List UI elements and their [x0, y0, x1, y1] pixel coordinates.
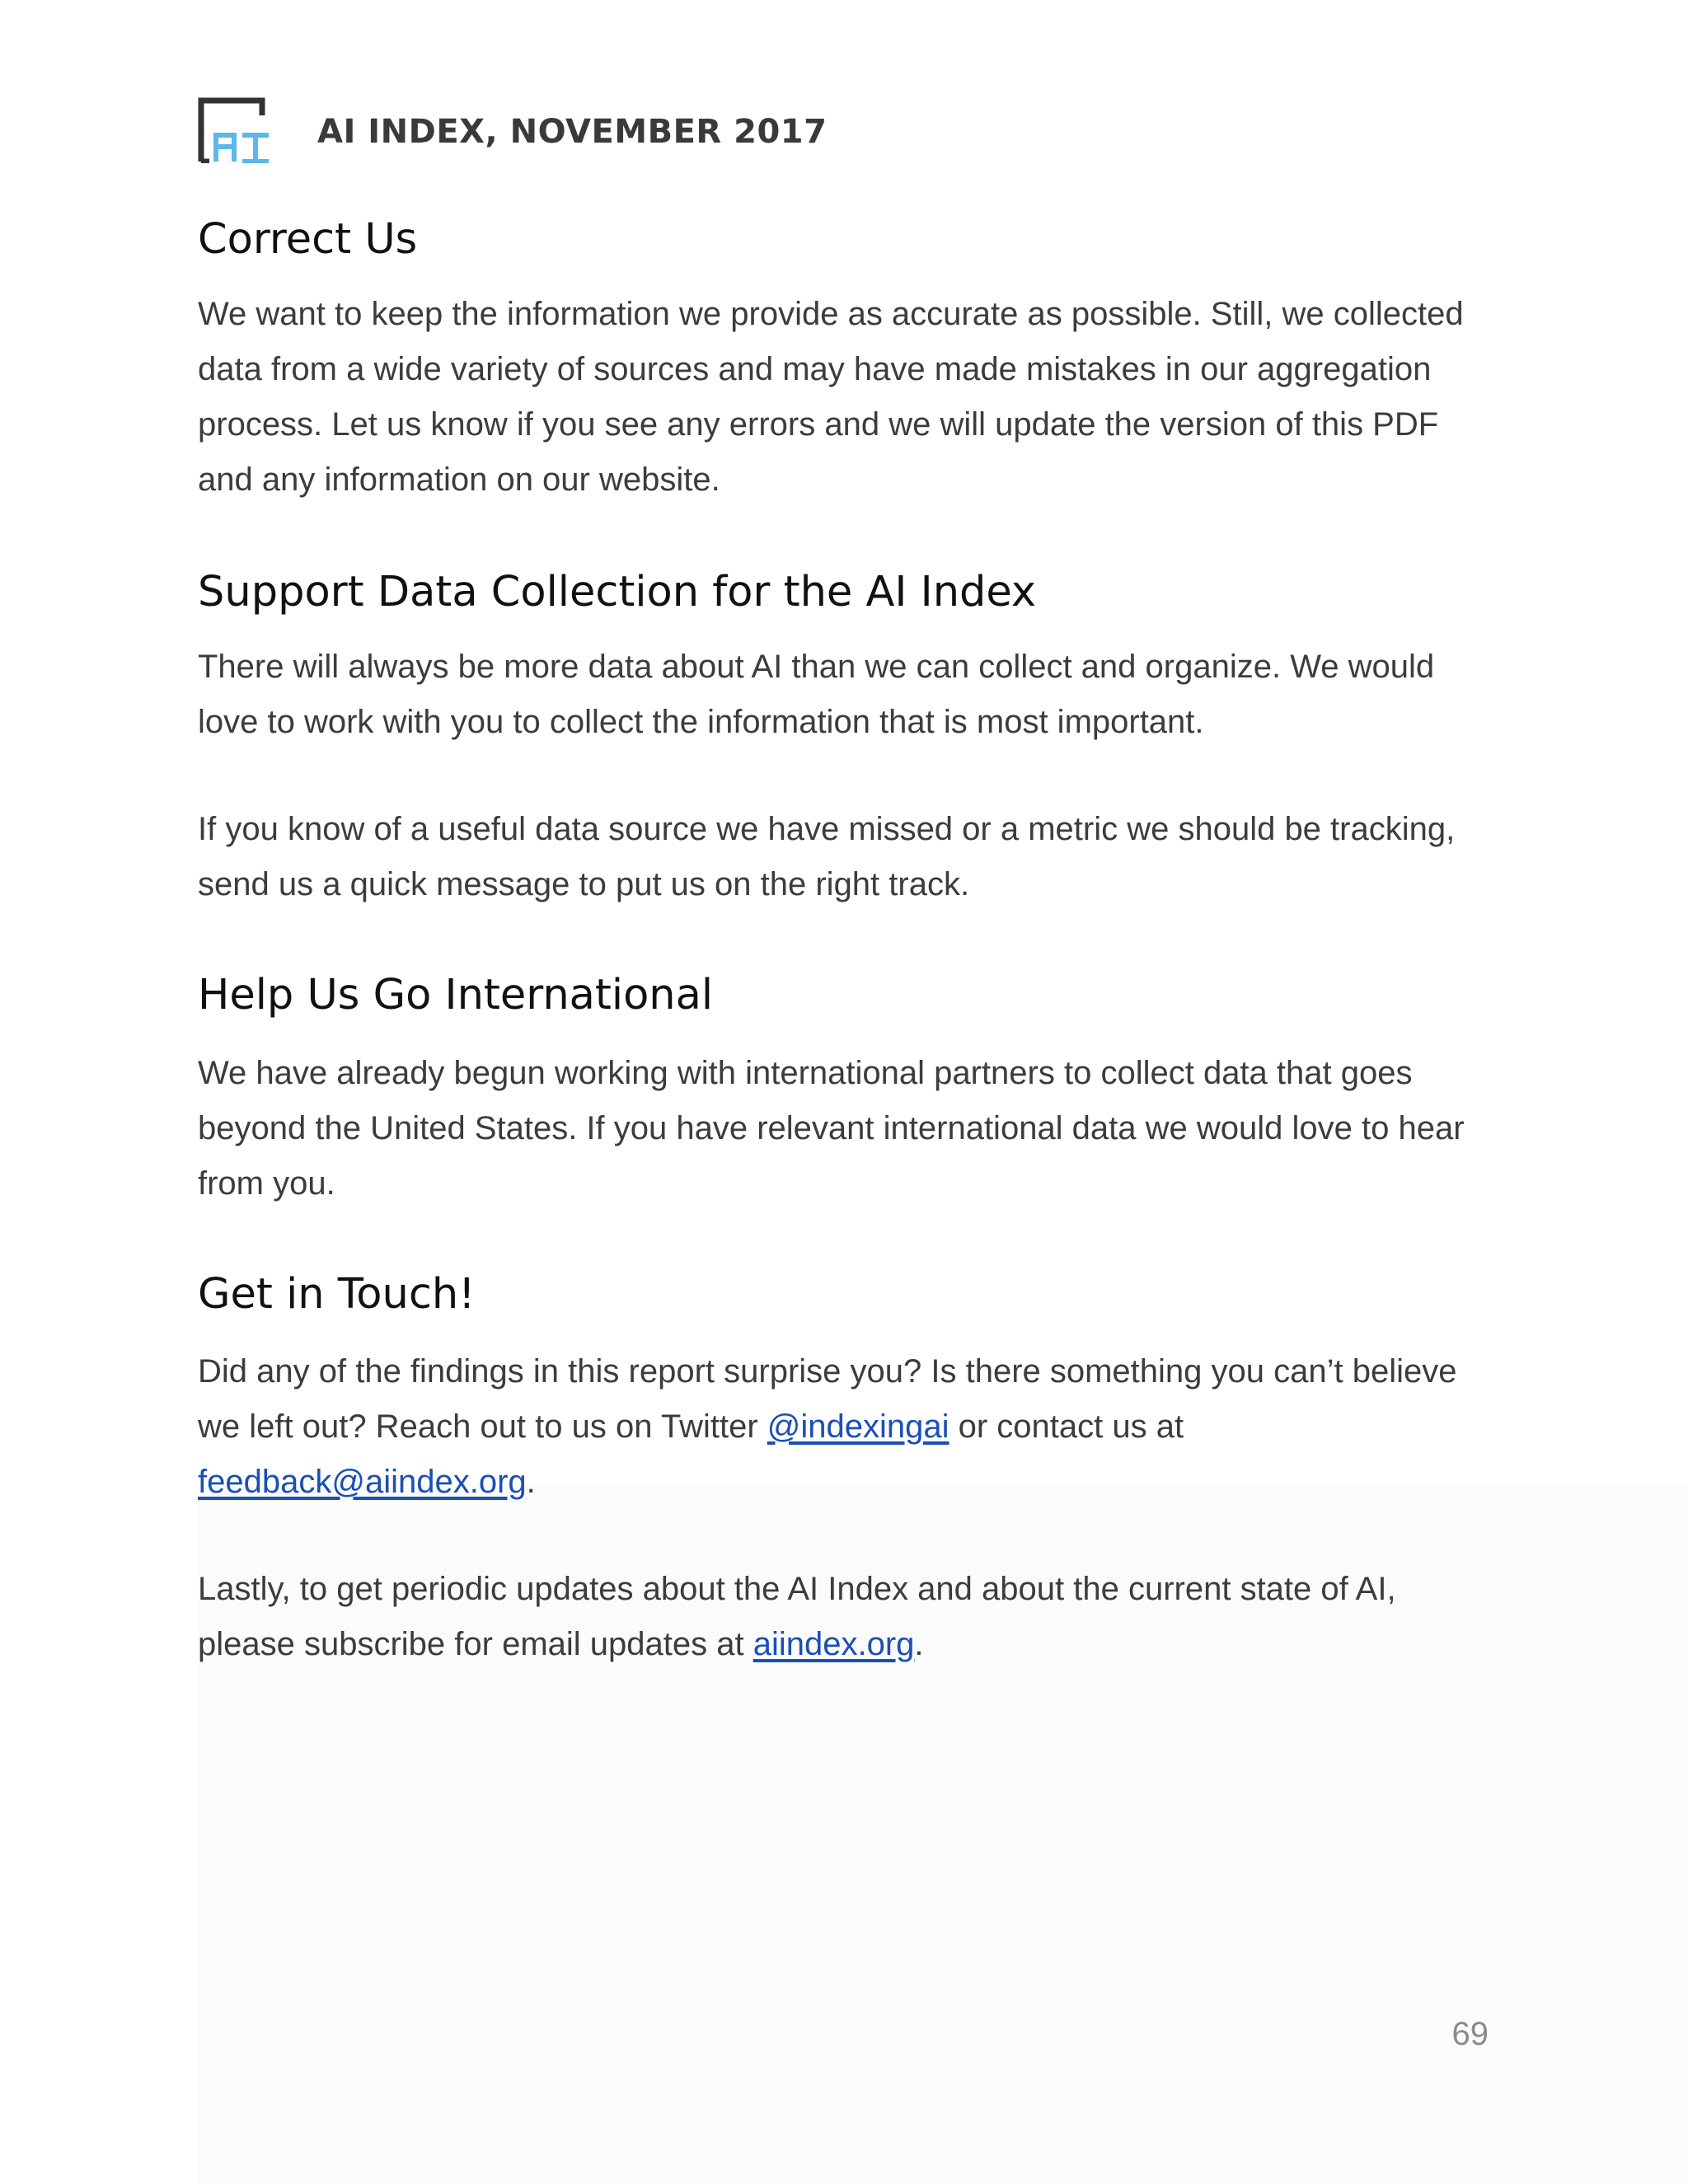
lastly-text: Lastly, to get periodic updates about the AI Index and about the current state of AI, please subscribe for email updates at [198, 1570, 1396, 1662]
touch-text-2: or contact us at [949, 1408, 1184, 1445]
page-header [198, 97, 828, 163]
paragraph-international: We have already begun working with international partners to collect data that goes beyond the United States. If you have relevant international data we would love to hear from you. [198, 1054, 1465, 1202]
touch-text-1: Did any of the findings in this report surprise you? Is there something you can’t believe we left out? Reach out to us on Twitter [198, 1352, 1457, 1445]
heading-support-data-collection: Support Data Collection for the AI Index [198, 568, 1037, 617]
heading-correct-us: Correct Us [198, 215, 418, 264]
ai-index-logo [198, 97, 274, 163]
paragraph-support-2: If you know of a useful data source we have missed or a metric we should be tracking, send us a quick message to put us on the right track. [198, 811, 1456, 903]
heading-get-in-touch: Get in Touch! [198, 1269, 476, 1319]
page-number: 69 [1451, 2016, 1489, 2052]
website-link[interactable]: aiindex.org [753, 1625, 915, 1662]
report-title: AI INDEX, NOVEMBER 2017 [317, 113, 828, 151]
heading-go-international: Help Us Go International [198, 971, 714, 1020]
twitter-link[interactable]: @indexingai [767, 1408, 950, 1445]
paragraph-subscribe [198, 1562, 1500, 1672]
main-content [198, 206, 1500, 1672]
paragraph-get-in-touch [198, 1344, 1500, 1510]
paragraph-correct-us: We want to keep the information we provide as accurate as possible. Still, we collected data from a wide variety of sources and may have made mistakes in our aggregation process. Let us know if you see any errors and we will update the version of this PDF and any information on our website. [198, 296, 1464, 499]
touch-text-3: . [526, 1463, 536, 1500]
email-link[interactable]: feedback@aiindex.org [198, 1463, 527, 1500]
paragraph-support-1: There will always be more data about AI than we can collect and organize. We would love to work with you to collect the information that is most important. [198, 649, 1435, 741]
lastly-end: . [914, 1625, 924, 1662]
